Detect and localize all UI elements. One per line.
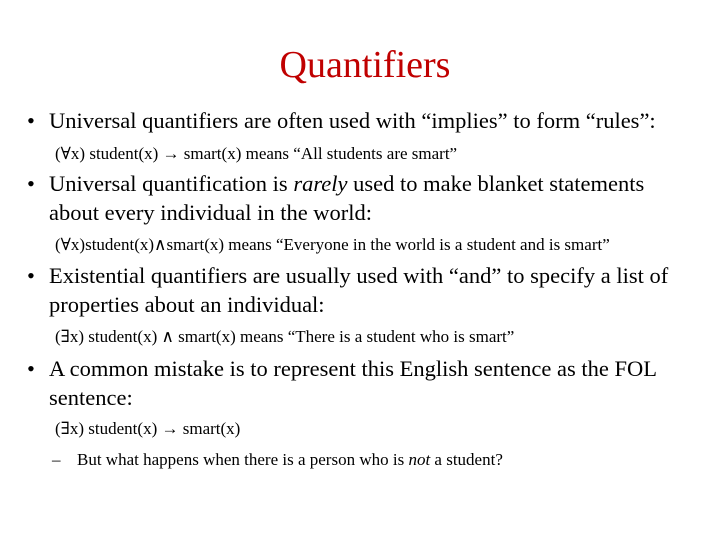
bullet-2-line-2: about every individual in the world: — [49, 200, 373, 225]
bullet-3-example: (∃x) student(x) ∧ smart(x) means “There is a student who is smart” — [55, 327, 515, 346]
slide-title: Quantifiers — [279, 44, 451, 86]
sub-point-text: But what happens when there is a person who is — [77, 450, 409, 469]
bullet-4-sub-point — [77, 449, 503, 471]
bullet-4-line-2: sentence: — [49, 385, 133, 410]
bullet-3-line-2: properties about an individual: — [49, 292, 325, 317]
bullet-marker: • — [27, 356, 35, 381]
sub-bullet-dash: – — [52, 450, 61, 469]
bullet-2-line-1 — [49, 170, 644, 198]
bullet-1-line-1: Universal quantifiers are often used with “implies” to form “rules”: — [49, 108, 656, 133]
sub-point-emphasis: not — [408, 450, 431, 469]
sub-point-text-end: a student? — [430, 450, 503, 469]
bullet-marker: • — [27, 263, 35, 288]
bullet-1-example: (∀x) student(x) → smart(x) means “All students are smart” — [55, 144, 458, 163]
bullet-4-example: (∃x) student(x) → smart(x) — [55, 419, 241, 438]
bullet-2-emphasis: rarely — [293, 171, 348, 196]
bullet-3-line-1: Existential quantifiers are usually used with “and” to specify a list of — [49, 263, 669, 288]
bullet-marker: • — [27, 108, 35, 133]
bullet-4-line-1: A common mistake is to represent this English sentence as the FOL — [49, 356, 658, 381]
bullet-2-example: (∀x)student(x)∧smart(x) means “Everyone in the world is a student and is smart” — [55, 235, 610, 254]
bullet-2-text: Universal quantification is — [49, 171, 294, 196]
bullet-marker: • — [27, 171, 35, 196]
bullet-2-text-end: used to make blanket statements — [347, 171, 645, 196]
